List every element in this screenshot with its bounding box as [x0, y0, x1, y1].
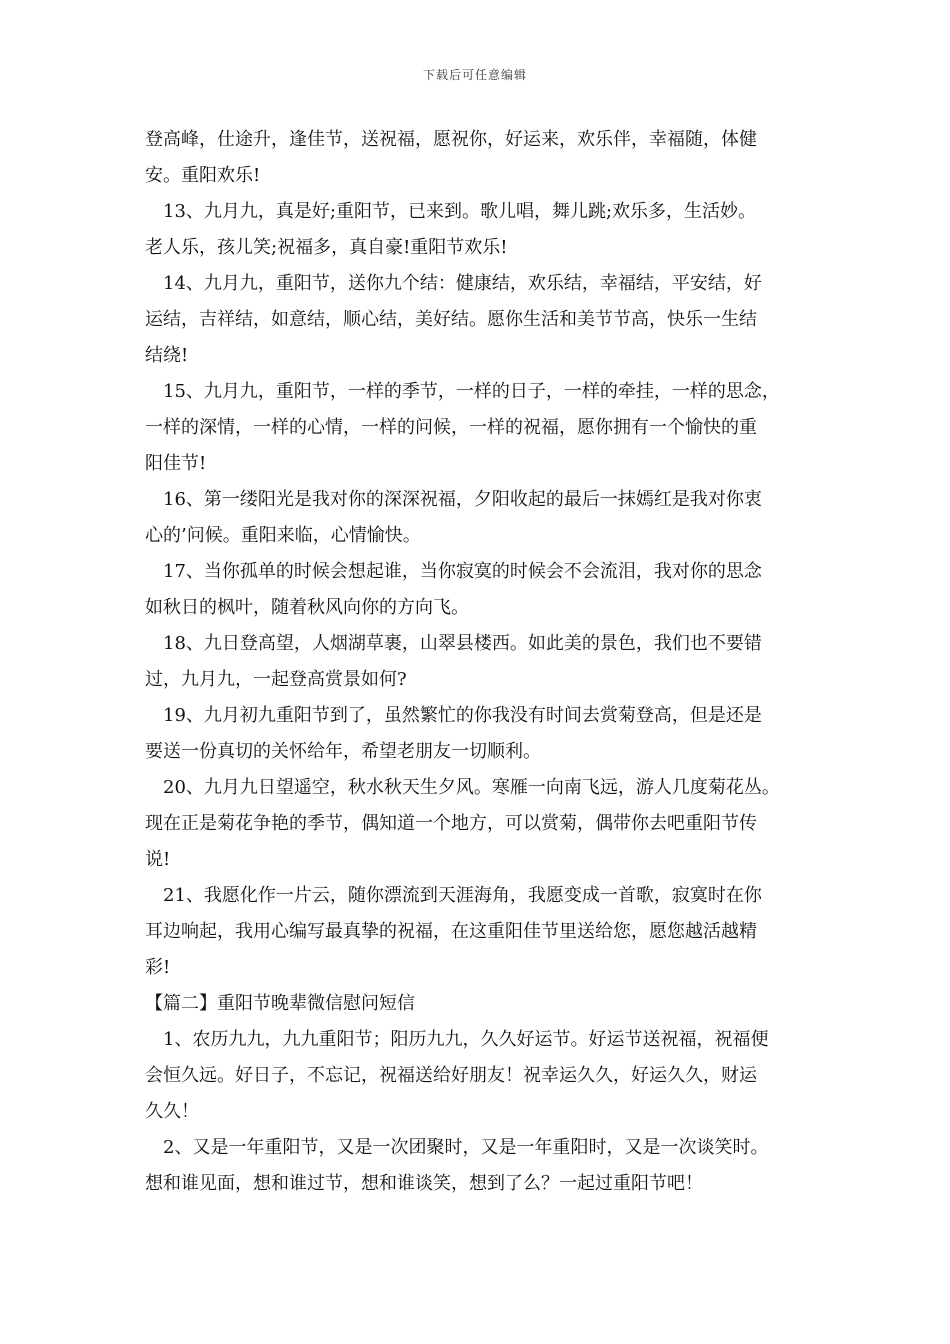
paragraph-0 — [145, 122, 810, 194]
paragraph-21 — [145, 878, 810, 986]
paragraph-19 — [145, 698, 810, 770]
paragraph-17 — [145, 554, 810, 626]
paragraph-line: 15、九月九，重阳节，一样的季节，一样的日子，一样的牵挂，一样的思念， — [163, 381, 780, 402]
paragraph-line: 13、九月九，真是好;重阳节，已来到。歌儿唱，舞儿跳;欢乐多，生活妙。 — [163, 201, 757, 222]
paragraph-s2-2 — [145, 1130, 810, 1202]
paragraph-line: 登高峰，仕途升，逢佳节，送祝福，愿祝你，好运来，欢乐伴，幸福随，体健 — [145, 129, 757, 150]
paragraph-line: 运结，吉祥结，如意结，顺心结，美好结。愿你生活和美节节高，快乐一生结 — [145, 309, 757, 330]
paragraph-20 — [145, 770, 810, 878]
section-heading-text: 【篇二】重阳节晚辈微信慰问短信 — [145, 993, 415, 1014]
paragraph-14 — [145, 266, 810, 374]
paragraph-line: 现在正是菊花争艳的季节，偶知道一个地方，可以赏菊，偶带你去吧重阳节传 — [145, 813, 757, 834]
paragraph-line: 说! — [145, 849, 171, 870]
paragraph-line: 18、九日登高望，人烟湖草裹，山翠县楼西。如此美的景色，我们也不要错 — [163, 633, 762, 654]
paragraph-line: 安。重阳欢乐! — [145, 165, 261, 186]
paragraph-line: 想和谁见面，想和谁过节，想和谁谈笑，想到了么？一起过重阳节吧！ — [145, 1173, 703, 1194]
paragraph-line: 过，九月九，一起登高赏景如何? — [145, 669, 407, 690]
page-header-note: 下载后可任意编辑 — [422, 68, 527, 82]
paragraph-line: 21、我愿化作一片云，随你漂流到天涯海角，我愿变成一首歌，寂寞时在你 — [163, 885, 762, 906]
paragraph-line: 一样的深情，一样的心情，一样的问候，一样的祝福，愿你拥有一个愉快的重 — [145, 417, 757, 438]
paragraph-line: 耳边响起，我用心编写最真挚的祝福，在这重阳佳节里送给您，愿您越活越精 — [145, 921, 757, 942]
paragraph-line: 1、农历九九，九九重阳节；阳历九九，久久好运节。好运节送祝福，祝福便 — [163, 1029, 769, 1050]
paragraph-line: 心的’问候。重阳来临，心情愉快。 — [145, 525, 421, 546]
section-heading — [145, 986, 810, 1022]
paragraph-16 — [145, 482, 810, 554]
paragraph-line: 要送一份真切的关怀给年，希望老朋友一切顺利。 — [145, 741, 541, 762]
paragraph-line: 老人乐，孩儿笑;祝福多，真自豪!重阳节欢乐! — [145, 237, 508, 258]
paragraph-line: 20、九月九日望遥空，秋水秋天生夕风。寒雁一向南飞远，游人几度菊花丛。 — [163, 777, 780, 798]
paragraph-line: 如秋日的枫叶，随着秋风向你的方向飞。 — [145, 597, 469, 618]
paragraph-line: 17、当你孤单的时候会想起谁，当你寂寞的时候会不会流泪，我对你的思念 — [163, 561, 762, 582]
paragraph-line: 14、九月九，重阳节，送你九个结：健康结，欢乐结，幸福结，平安结，好 — [163, 273, 762, 294]
paragraph-15 — [145, 374, 810, 482]
paragraph-line: 2、又是一年重阳节，又是一次团聚时，又是一年重阳时，又是一次谈笑时。 — [163, 1137, 769, 1158]
paragraph-line: 阳佳节! — [145, 453, 207, 474]
paragraph-line: 彩! — [145, 957, 171, 978]
paragraph-13 — [145, 194, 810, 266]
paragraph-18 — [145, 626, 810, 698]
paragraph-line: 16、第一缕阳光是我对你的深深祝福，夕阳收起的最后一抹嫣红是我对你衷 — [163, 489, 762, 510]
paragraph-line: 会恒久远。好日子，不忘记，祝福送给好朋友！祝幸运久久，好运久久，财运 — [145, 1065, 757, 1086]
paragraph-line: 19、九月初九重阳节到了，虽然繁忙的你我没有时间去赏菊登高，但是还是 — [163, 705, 762, 726]
paragraph-line: 结绕! — [145, 345, 189, 366]
paragraph-s2-1 — [145, 1022, 810, 1130]
paragraph-line: 久久！ — [145, 1101, 199, 1122]
document-body — [145, 122, 810, 1202]
